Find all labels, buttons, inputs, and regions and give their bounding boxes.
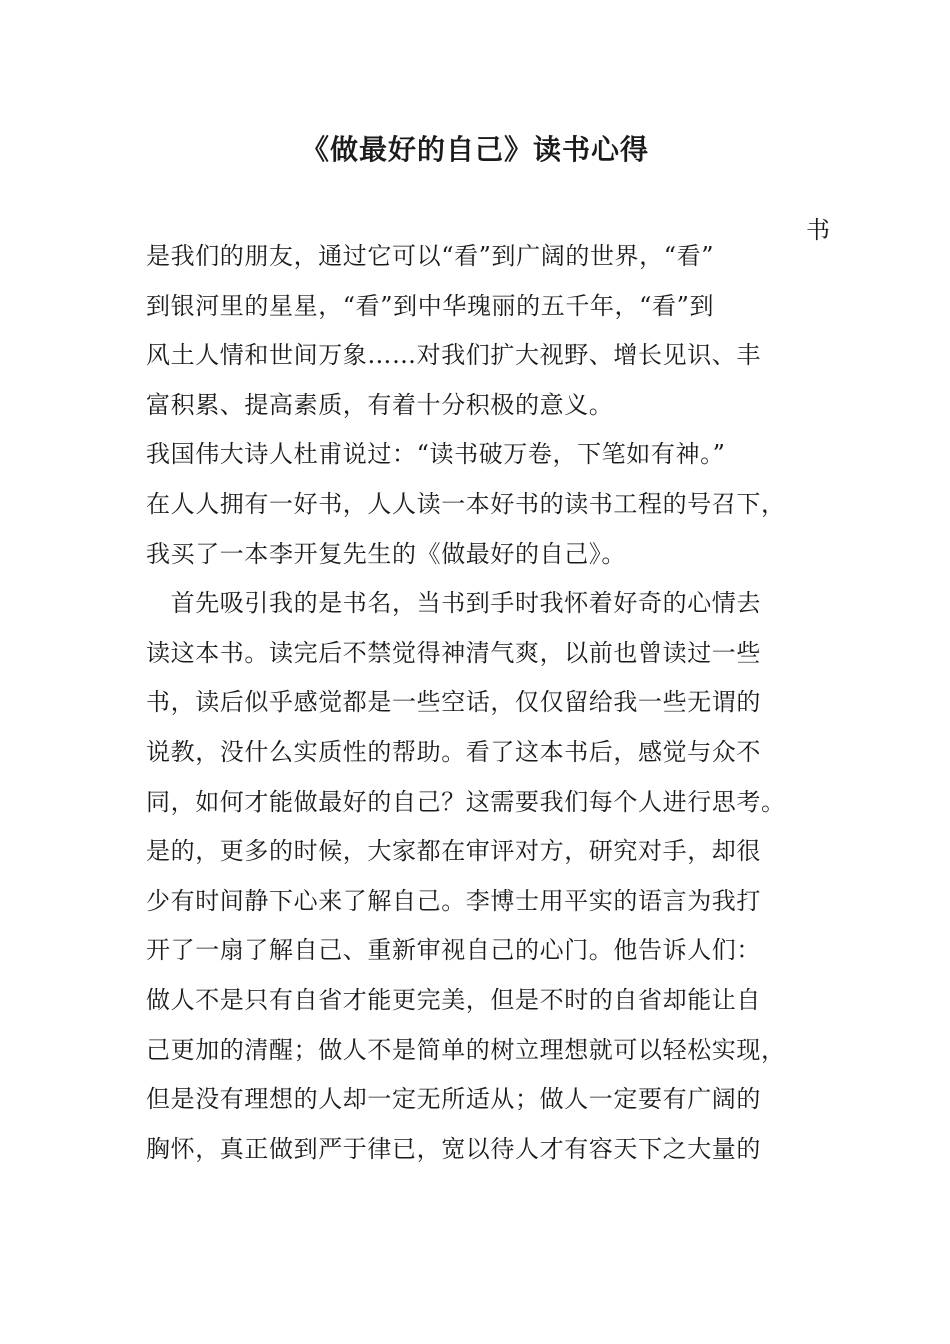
text-line: 开了一扇了解自己、重新审视自己的心门。他告诉人们： bbox=[146, 936, 761, 965]
text-line: 是的，更多的时候，大家都在审评对方，研究对手，却很 bbox=[146, 837, 761, 866]
text-line: 富积累、提高素质，有着十分积极的意义。 bbox=[146, 390, 614, 419]
text-line: 风土人情和世间万象……对我们扩大视野、增长见识、丰 bbox=[146, 341, 761, 370]
text-line: 到银河里的星星，“看”到中华瑰丽的五千年，“看”到 bbox=[146, 291, 715, 320]
drop-cap-character: 书 bbox=[806, 216, 830, 244]
text-line: 书，读后似乎感觉都是一些空话，仅仅留给我一些无谓的 bbox=[146, 688, 761, 717]
text-line: 读这本书。读完后不禁觉得神清气爽，以前也曾读过一些 bbox=[146, 638, 761, 667]
text-line: 在人人拥有一好书，人人读一本好书的读书工程的号召下， bbox=[146, 489, 786, 518]
text-line: 但是没有理想的人却一定无所适从；做人一定要有广阔的 bbox=[146, 1085, 761, 1114]
text-line: 我买了一本李开复先生的《做最好的自己》。 bbox=[146, 539, 626, 568]
document-body bbox=[146, 232, 826, 1174]
text-line: 胸怀，真正做到严于律已，宽以待人才有容天下之大量的 bbox=[146, 1134, 761, 1163]
text-line: 说教，没什么实质性的帮助。看了这本书后，感觉与众不 bbox=[146, 737, 761, 766]
text-line: 我国伟大诗人杜甫说过：“读书破万卷，下笔如有神。” bbox=[146, 440, 726, 469]
text-line: 做人不是只有自省才能更完美，但是不时的自省却能让自 bbox=[146, 985, 761, 1014]
text-line: 首先吸引我的是书名，当书到手时我怀着好奇的心情去 bbox=[146, 589, 761, 618]
text-line: 少有时间静下心来了解自己。李博士用平实的语言为我打 bbox=[146, 886, 761, 915]
text-line: 己更加的清醒；做人不是简单的树立理想就可以轻松实现， bbox=[146, 1035, 786, 1064]
text-line: 是我们的朋友，通过它可以“看”到广阔的世界，“看” bbox=[146, 242, 715, 270]
document-title: 《做最好的自己》读书心得 bbox=[300, 133, 649, 166]
text-line: 同，如何才能做最好的自己？这需要我们每个人进行思考。 bbox=[146, 787, 786, 816]
